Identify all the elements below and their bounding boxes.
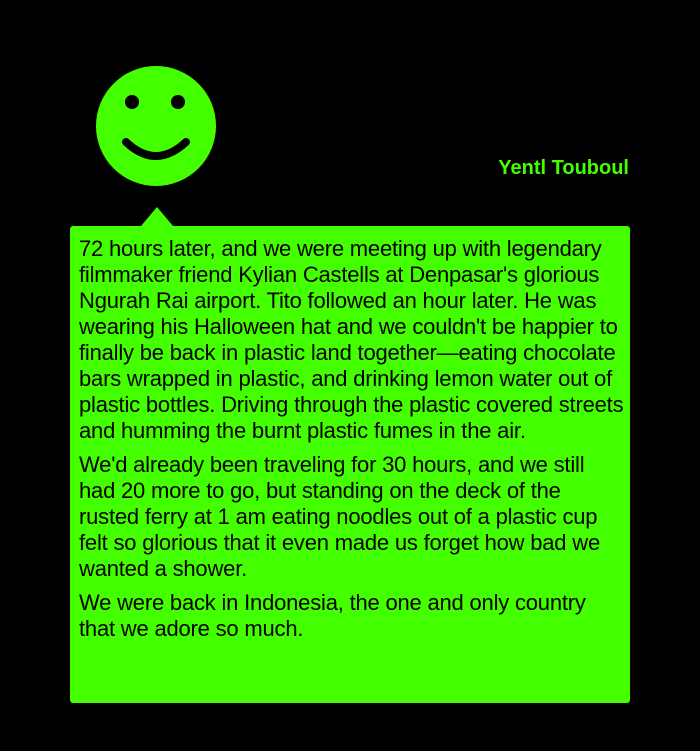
speech-bubble-pointer xyxy=(141,207,173,226)
face-circle xyxy=(96,66,216,186)
paragraph: We were back in Indonesia, the one and only country that we adore so much. xyxy=(79,590,586,641)
left-eye xyxy=(125,95,139,109)
right-eye xyxy=(171,95,185,109)
paragraph: We'd already been traveling for 30 hours, and we still had 20 more to go, but standing on the deck of the rusted ferry at 1 am eating noodles out of a plastic cup felt so glorious that it even made us forget how bad we wanted a shower. xyxy=(79,452,600,581)
speech-bubble xyxy=(70,226,630,703)
smiley-face-icon xyxy=(96,66,216,186)
paragraph: 72 hours later, and we were meeting up with legendary filmmaker friend Kylian Castells at Denpasar's glorious Ngurah Rai airport. Tito followed an hour later. He was wearing his Halloween hat and we couldn't be happier to finally be back in plastic land together—eating chocolate bars wrapped in plastic, and drinking lemon water out of plastic bottles. Driving through the plastic covered streets and humming the burnt plastic fumes in the air. xyxy=(79,236,624,443)
author-name: Yentl Touboul xyxy=(498,157,629,179)
